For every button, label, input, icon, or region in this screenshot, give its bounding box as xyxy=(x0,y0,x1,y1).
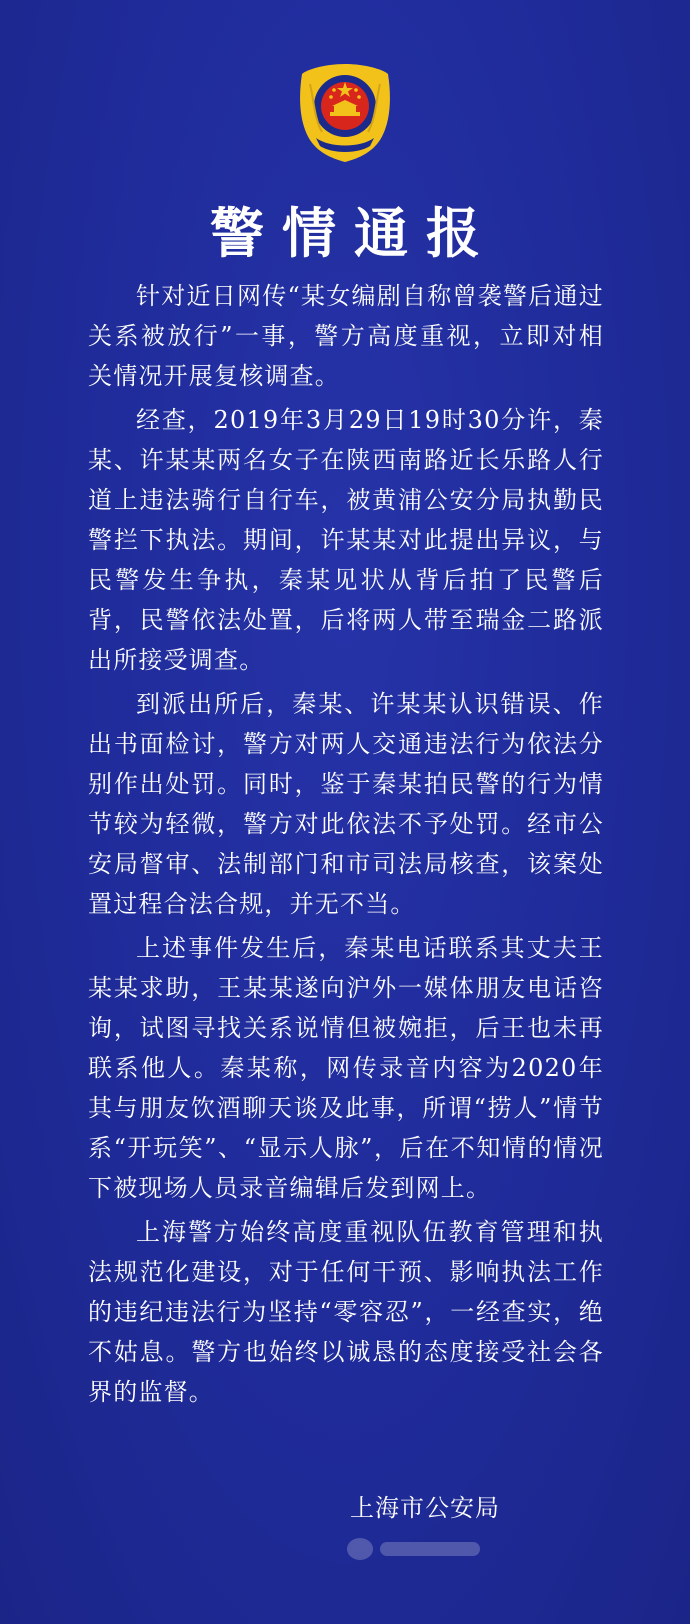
paragraph-aftermath: 上述事件发生后，秦某电话联系其丈夫王某某求助，王某某遂向沪外一媒体朋友电话咨询，试图寻找关系说情但被婉拒，后王也未再联系他人。秦某称，网传录音内容为2020年其与朋友饮酒聊天谈及此事，所谓“捞人”情节系“开玩笑”、“显示人脉”，后在不知情的情况下被现场人员录音编辑后发到网上。 xyxy=(88,934,604,1202)
paragraph-intro: 针对近日网传“某女编剧自称曾袭警后通过关系被放行”一事，警方高度重视，立即对相关情况开展复核调查。 xyxy=(88,282,604,390)
paragraph-handling: 到派出所后，秦某、许某某认识错误、作出书面检讨，警方对两人交通违法行为依法分别作出处罚。同时，鉴于秦某拍民警的行为情节较为轻微，警方对此依法不予处罚。经市公安局督审、法制部门和市司法局核查，该案处置过程合法合规，并无不当。 xyxy=(88,690,604,918)
issuer-signature: 上海市公安局 xyxy=(350,1494,500,1522)
police-emblem-icon xyxy=(292,60,398,166)
paragraph-statement: 上海警方始终高度重视队伍教育管理和执法规范化建设，对于任何干预、影响执法工作的违纪违法行为坚持“零容忍”，一经查实，绝不姑息。警方也始终以诚恳的态度接受社会各界的监督。 xyxy=(88,1218,604,1406)
notice-body xyxy=(88,276,604,1416)
watermark-icon xyxy=(342,1532,492,1566)
paragraph-investigation: 经查，2019年3月29日19时30分许，秦某、许某某两名女子在陕西南路近长乐路人行道上违法骑行自行车，被黄浦公安分局执勤民警拦下执法。期间，许某某对此提出异议，与民警发生争执，秦某见状从背后拍了民警后背，民警依法处置，后将两人带至瑞金二路派出所接受调查。 xyxy=(88,406,604,674)
page-title: 警情通报 xyxy=(210,202,498,265)
